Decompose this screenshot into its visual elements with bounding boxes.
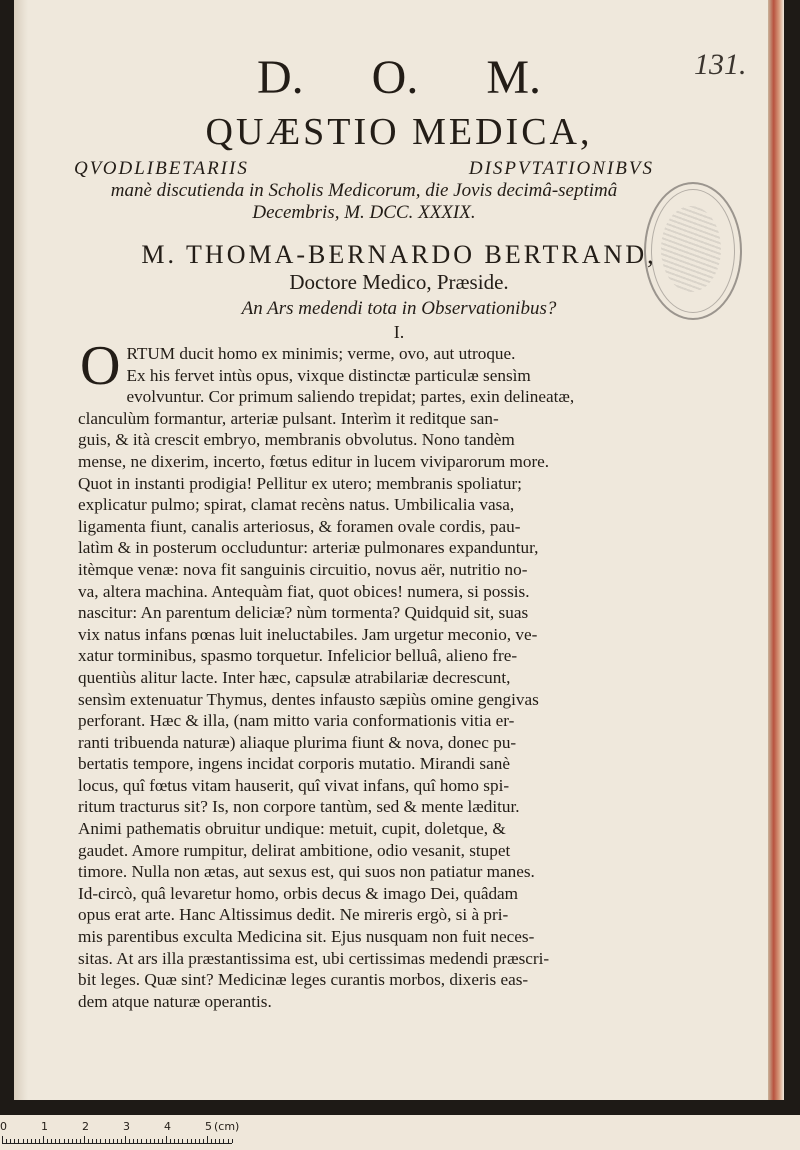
ruler-label: 3 bbox=[123, 1120, 130, 1133]
ruler-tick bbox=[129, 1139, 130, 1143]
text-line: opus erat arte. Hanc Altissimus dedit. Ne mireris ergò, si à pri- bbox=[78, 905, 509, 925]
ruler-tick bbox=[92, 1139, 93, 1143]
ruler-tick bbox=[182, 1139, 183, 1143]
ruler-tick bbox=[51, 1139, 52, 1143]
ruler-tick bbox=[43, 1136, 44, 1143]
ruler-label: (cm) bbox=[214, 1120, 240, 1133]
ruler-tick bbox=[55, 1139, 56, 1143]
section-number: I. bbox=[393, 322, 405, 342]
ruler-tick bbox=[133, 1139, 134, 1143]
ruler-tick bbox=[228, 1139, 229, 1143]
scale-ruler bbox=[0, 1118, 250, 1150]
ruler-tick bbox=[203, 1139, 204, 1143]
text-line: ranti tribuenda naturæ) aliaque plurima fiunt & nova, donec pu- bbox=[78, 732, 517, 752]
ruler-tick bbox=[72, 1139, 73, 1143]
text-line: mis parentibus exculta Medicina sit. Ejus nusquam non fuit neces- bbox=[78, 927, 535, 947]
text-line: explicatur pulmo; spirat, clamat recèns natus. Umbilicalia vasa, bbox=[78, 495, 515, 515]
ruler-tick bbox=[191, 1139, 192, 1143]
ruler-tick bbox=[2, 1136, 3, 1143]
ruler-tick bbox=[84, 1136, 85, 1143]
text-line: sitas. At ars illa præstantissima est, ubi certissimas medendi præscri- bbox=[78, 948, 550, 968]
text-line: gaudet. Amore rumpitur, delirat ambitione, odio vesanit, stupet bbox=[78, 840, 511, 860]
body-text bbox=[78, 335, 633, 1012]
ruler-tick bbox=[109, 1139, 110, 1143]
ruler-tick bbox=[154, 1139, 155, 1143]
text-line: Quot in instanti prodigia! Pellitur ex utero; membranis spoliatur; bbox=[78, 473, 522, 493]
ruler-label: 1 bbox=[41, 1120, 48, 1133]
ruler-tick bbox=[10, 1139, 11, 1143]
ruler-tick bbox=[100, 1139, 101, 1143]
ruler-tick bbox=[158, 1139, 159, 1143]
dom-letter: M. bbox=[486, 51, 542, 104]
text-line: clanculùm formantur, arteriæ pulsant. Interìm it reditque san- bbox=[78, 408, 499, 428]
ruler-tick bbox=[137, 1139, 138, 1143]
text-line: latìm & in posterum occluduntur: arteriæ pulmonares expanduntur, bbox=[78, 538, 539, 558]
praeses-title: Doctore Medico, Præside. bbox=[289, 270, 509, 294]
ruler-tick bbox=[31, 1139, 32, 1143]
ruler-tick bbox=[211, 1139, 212, 1143]
subtitle-line: Decembris, M. DCC. XXXIX. bbox=[252, 202, 476, 223]
subtitle-word: QVODLIBETARIIS bbox=[74, 158, 249, 179]
ruler-tick bbox=[146, 1139, 147, 1143]
subtitle-line: manè discutienda in Scholis Medicorum, die Jovis decimâ-septimâ bbox=[110, 180, 618, 201]
text-line: bertatis tempore, ingens incidat corporis mutatio. Mirandi sanè bbox=[78, 754, 510, 774]
text-line: nascitur: An parentum deliciæ? nùm tormenta? Quidquid sit, suas bbox=[78, 603, 529, 623]
ruler-tick bbox=[96, 1139, 97, 1143]
praeses-name: M. THOMA-BERNARDO BERTRAND, bbox=[141, 240, 657, 269]
text-line: perforant. Hæc & illa, (nam mitto varia conformationis vitia er- bbox=[78, 711, 515, 731]
text-line: locus, quî fœtus vitam hauserit, quî vivat infans, quî homo spi- bbox=[78, 775, 510, 795]
ruler-tick bbox=[47, 1139, 48, 1143]
ruler-tick bbox=[162, 1139, 163, 1143]
ruler-tick bbox=[207, 1136, 208, 1143]
ruler-tick bbox=[121, 1139, 122, 1143]
text-line: xatur torminibus, spasmo torquetur. Infelicior belluâ, alieno fre- bbox=[78, 646, 518, 666]
text-line: Animi pathematis obruitur undique: metuit, cupit, doletque, & bbox=[78, 819, 506, 839]
text-line: mense, ne dixerim, incerto, fœtus editur in lucem viviparorum more. bbox=[78, 451, 550, 471]
ruler-tick bbox=[68, 1139, 69, 1143]
text-line: bit leges. Quæ sint? Medicinæ leges curantis morbos, dixeris eas- bbox=[78, 970, 529, 990]
text-line: va, altera machina. Antequàm fiat, quot obices! numera, si possis. bbox=[78, 581, 530, 601]
ruler-tick bbox=[59, 1139, 60, 1143]
subtitle bbox=[74, 158, 654, 224]
ruler-tick bbox=[27, 1139, 28, 1143]
ruler-tick bbox=[150, 1139, 151, 1143]
ruler-tick bbox=[174, 1139, 175, 1143]
ruler-label: 0 bbox=[0, 1120, 7, 1133]
ruler-tick bbox=[195, 1139, 196, 1143]
ruler-tick bbox=[166, 1136, 167, 1143]
dom-heading bbox=[14, 50, 784, 105]
ruler-tick bbox=[6, 1139, 7, 1143]
ruler-tick bbox=[187, 1139, 188, 1143]
text-line: RTUM ducit homo ex minimis; verme, ovo, aut utroque. bbox=[126, 344, 516, 363]
ruler-tick bbox=[80, 1139, 81, 1143]
page-title: QUÆSTIO MEDICA, bbox=[205, 111, 593, 153]
ruler-tick bbox=[35, 1139, 36, 1143]
text-line: Id-circò, quâ levaretur homo, orbis decus & imago Dei, quâdam bbox=[78, 883, 519, 903]
ruler-tick bbox=[18, 1139, 19, 1143]
ruler-line bbox=[2, 1143, 232, 1144]
ruler-tick bbox=[215, 1139, 216, 1143]
ruler-tick bbox=[219, 1139, 220, 1143]
ruler-tick bbox=[178, 1139, 179, 1143]
text-line: sensìm extenuatur Thymus, dentes infausto sæpiùs omine gengivas bbox=[78, 689, 539, 709]
page-edge bbox=[768, 0, 784, 1100]
drop-cap: O bbox=[80, 335, 121, 397]
subtitle-word: DISPVTATIONIBVS bbox=[468, 158, 654, 179]
folio-number: 131. bbox=[694, 48, 747, 81]
dom-letter: D. bbox=[256, 51, 304, 104]
question: An Ars medendi tota in Observationibus? bbox=[241, 298, 557, 319]
text-line: itèmque venæ: nova fit sanguinis circuitio, novus aër, nutritio no- bbox=[78, 559, 528, 579]
ruler-tick bbox=[141, 1139, 142, 1143]
ruler-tick bbox=[39, 1139, 40, 1143]
ruler-tick bbox=[223, 1139, 224, 1143]
text-line: quentiùs alitur lacte. Inter hæc, capsulæ atrabilariæ decrescunt, bbox=[78, 667, 511, 687]
text-line: vix natus infans pœnas luit ineluctabiles. Jam urgetur meconio, ve- bbox=[78, 624, 538, 644]
ruler-tick bbox=[199, 1139, 200, 1143]
text-line: dem atque naturæ operantis. bbox=[78, 991, 272, 1011]
text-line: guis, & ità crescit embryo, membranis obvolutus. Nono tandèm bbox=[78, 430, 515, 450]
ruler-tick bbox=[232, 1139, 233, 1143]
ruler-tick bbox=[105, 1139, 106, 1143]
ruler-tick bbox=[170, 1139, 171, 1143]
scan-bottom-band bbox=[0, 1100, 800, 1115]
text-line: evolvuntur. Cor primum saliendo trepidat; partes, exin delineatæ, bbox=[126, 387, 575, 407]
ruler-tick bbox=[113, 1139, 114, 1143]
ruler-label: 5 bbox=[205, 1120, 212, 1133]
ruler-tick bbox=[64, 1139, 65, 1143]
ruler-tick bbox=[14, 1139, 15, 1143]
text-line: Ex his fervet intùs opus, vixque distinctæ particulæ sensìm bbox=[126, 365, 531, 385]
dom-letter: O. bbox=[371, 51, 419, 104]
text-line: ligamenta fiunt, canalis arteriosus, & foramen ovale cordis, pau- bbox=[78, 516, 521, 536]
ruler-tick bbox=[88, 1139, 89, 1143]
book-page bbox=[14, 0, 784, 1100]
text-line: timore. Nulla non ætas, aut sexus est, qui suos non patiatur manes. bbox=[78, 862, 535, 882]
ruler-label: 2 bbox=[82, 1120, 89, 1133]
ruler-label: 4 bbox=[164, 1120, 171, 1133]
ruler-tick bbox=[125, 1136, 126, 1143]
ruler-tick bbox=[23, 1139, 24, 1143]
ruler-tick bbox=[117, 1139, 118, 1143]
text-line: ritum tracturus sit? Is, non corpore tantùm, sed & mente læditur. bbox=[78, 797, 520, 817]
ruler-tick bbox=[76, 1139, 77, 1143]
